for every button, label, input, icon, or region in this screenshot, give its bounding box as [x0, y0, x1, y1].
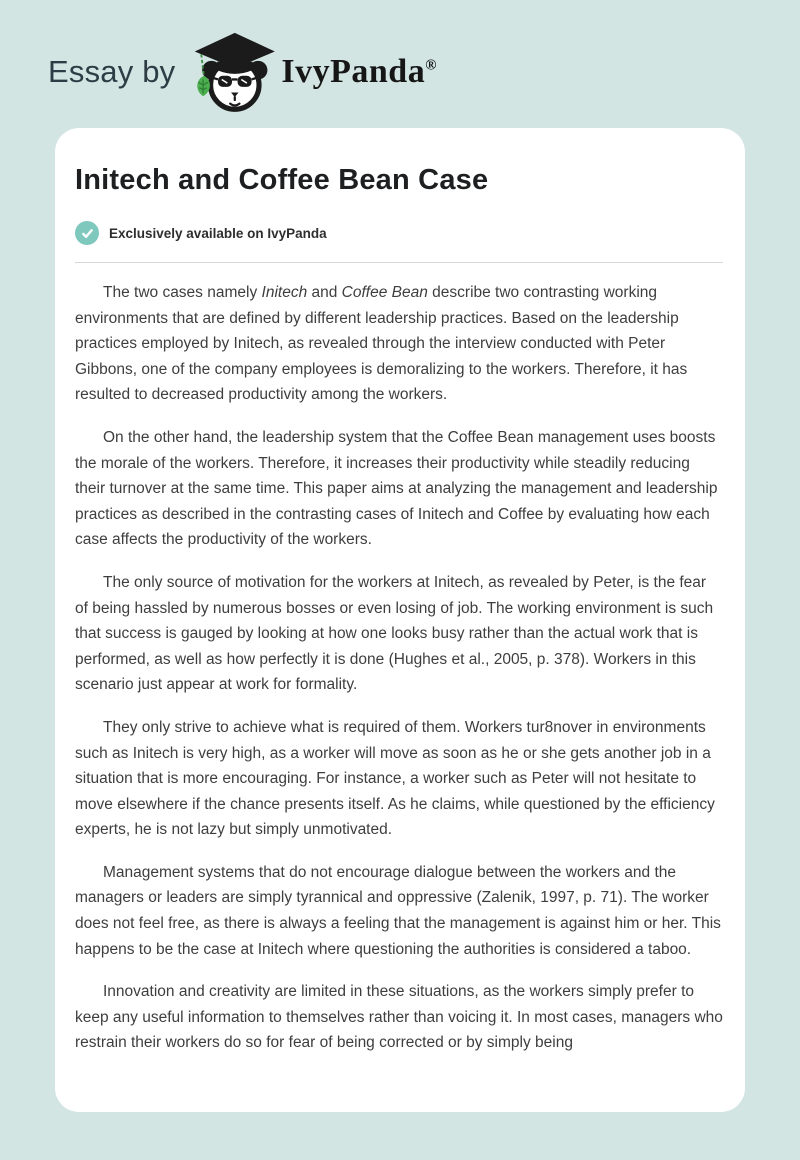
check-icon: [75, 221, 99, 245]
essay-paragraph-6: Innovation and creativity are limited in these situations, as the workers simply prefer to keep any useful information to themselves rather than voicing it. In most cases, managers who restrain their workers do so for fear of being corrected or by simply being: [75, 983, 723, 1052]
essay-paragraph-2: On the other hand, the leadership system that the Coffee Bean management uses boosts the morale of the workers. Therefore, it increases their productivity while steadily reducing their turnover at the same time. This paper aims at analyzing the management and leadership practices as described in the contrasting cases of Initech and Coffee by evaluating how each case affects the productivity of the workers.: [75, 428, 718, 549]
exclusive-badge-label: Exclusively available on IvyPanda: [109, 225, 327, 241]
essay-body: [75, 280, 723, 1056]
essay-by-label: Essay by: [48, 54, 176, 89]
divider: [75, 262, 723, 263]
essay-title: Initech and Coffee Bean Case: [75, 164, 489, 196]
ivypanda-logo[interactable]: [189, 31, 437, 113]
exclusive-badge: [75, 221, 723, 245]
essay-paragraph-1: The two cases namely Initech and Coffee Bean describe two contrasting working environments that are defined by different leadership practices. Based on the leadership practices employed by Initech, as revealed through the interview conducted with Peter Gibbons, one of the company employees is demoralizing to the workers. Therefore, it has resulted to decreased productivity among the workers.: [75, 284, 688, 404]
page-header: [0, 0, 800, 114]
essay-paragraph-4: They only strive to achieve what is required of them. Workers tur8nover in environments such as Initech is very high, as a worker will move as soon as he or she gets another job in a situation that is more encouraging. For instance, a worker such as Peter will not hesitate to move elsewhere if the chance presents itself. As he claims, while questioned by the efficiency experts, he is not lazy but simply unmotivated.: [75, 718, 715, 839]
essay-paragraph-3: The only source of motivation for the workers at Initech, as revealed by Peter, is the fear of being hassled by numerous bosses or even losing of job. The working environment is such that success is gauged by looking at how one looks busy rather than the actual work that is performed, as well as how perfectly it is done (Hughes et al., 2005, p. 378). Workers in this scenario just appear at work for formality.: [75, 573, 714, 694]
essay-card: [55, 128, 745, 1112]
essay-paragraph-5: Management systems that do not encourage dialogue between the workers and the managers or leaders are simply tyrannical and oppressive (Zalenik, 1997, p. 71). The worker does not feel free, as there is always a feeling that the management is against him or her. This happens to be the case at Initech where questioning the authorities is considered a taboo.: [75, 863, 721, 958]
panda-graduate-icon: [189, 31, 275, 113]
brand-name: IvyPanda®: [281, 53, 437, 90]
registered-mark: ®: [425, 57, 437, 74]
